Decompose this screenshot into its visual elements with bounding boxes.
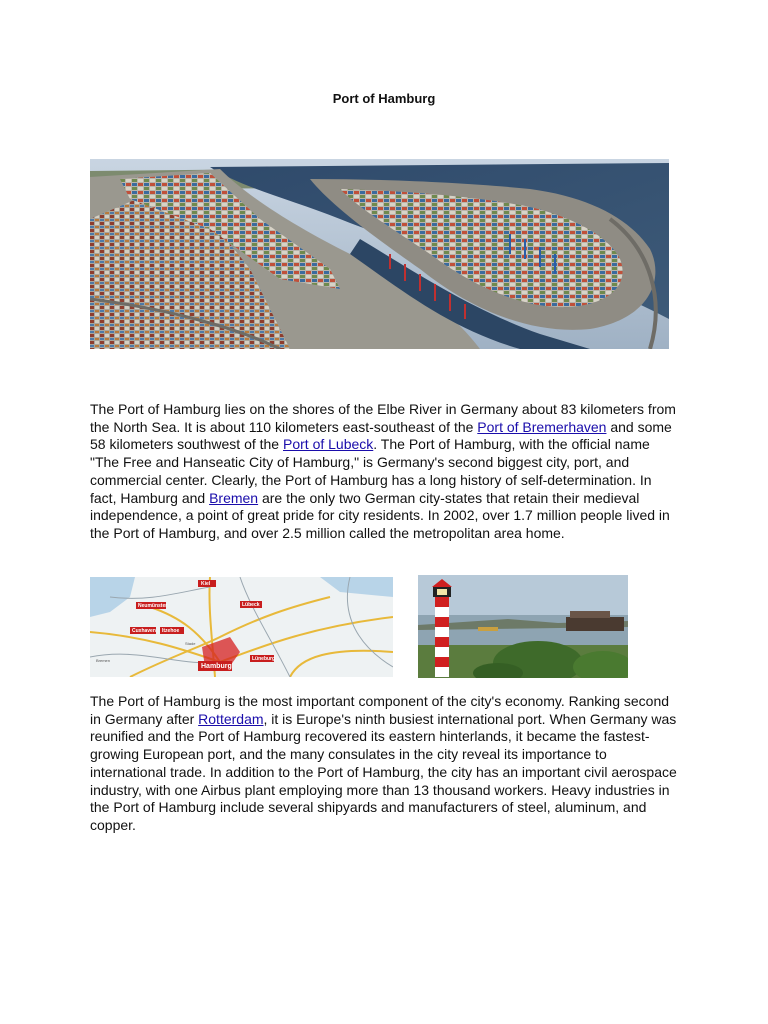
lighthouse-photo [418, 575, 628, 678]
paragraph-economy: The Port of Hamburg is the most important component of the city's economy. Ranking second in Germany after Rotterdam, it is Europe's ninth busiest international port. When Germany was reunified and the Port of Hamburg recovered its eastern hinterlands, it became the fastest-growing European port, and the many consulates in the city reveal its importance to international trade. In addition to the Port of Hamburg, the city has an important civil aerospace industry, with one Airbus plant employing more than 13 thousand workers. Heavy industries in the Port of Hamburg include several shipyards and manufacturers of steel, aluminum, and copper. [90, 693, 677, 833]
link-port-of-lubeck[interactable]: Port of Lubeck [283, 436, 374, 453]
region-map [90, 577, 393, 677]
map-label-stade: Stade [185, 641, 196, 646]
port-aerial-photo [90, 159, 669, 349]
map-label-luneburg: Lüneburg [252, 656, 276, 662]
link-rotterdam[interactable]: Rotterdam [198, 710, 264, 727]
map-label-bremen: Bremen [96, 658, 111, 663]
link-bremen[interactable]: Bremen [209, 489, 259, 506]
map-label-kiel: Kiel [201, 581, 211, 587]
map-label-itzehoe: Itzehoe [162, 628, 180, 634]
paragraph-intro: The Port of Hamburg lies on the shores of the Elbe River in Germany about 83 kilometers from the North Sea. It is about 110 kilometers east-southeast of the Port of Bremerhaven and some 58 kilometers southwest of the Port of Lubeck. The Port of Hamburg, with the official name "The Free and Hanseatic City of Hamburg," is Germany's second biggest city, port, and commercial center. Clearly, the Port of Hamburg has a long history of self-determination. In fact, Hamburg and Bremen are the only two German city-states that retain their medieval independence, a point of great pride for city residents. In 2002, over 1.7 million people lived in the Port of Hamburg, and over 2.5 million called the metropolitan area home. [90, 401, 676, 541]
map-label-cuxhaven: Cuxhaven [132, 628, 156, 634]
map-label-hamburg: Hamburg [201, 663, 232, 670]
link-port-of-bremerhaven[interactable]: Port of Bremerhaven [477, 418, 607, 435]
map-label-lubeck: Lübeck [242, 602, 260, 608]
page-title: Port of Hamburg [332, 91, 436, 106]
map-label-neumunster: Neumünster [138, 603, 168, 609]
